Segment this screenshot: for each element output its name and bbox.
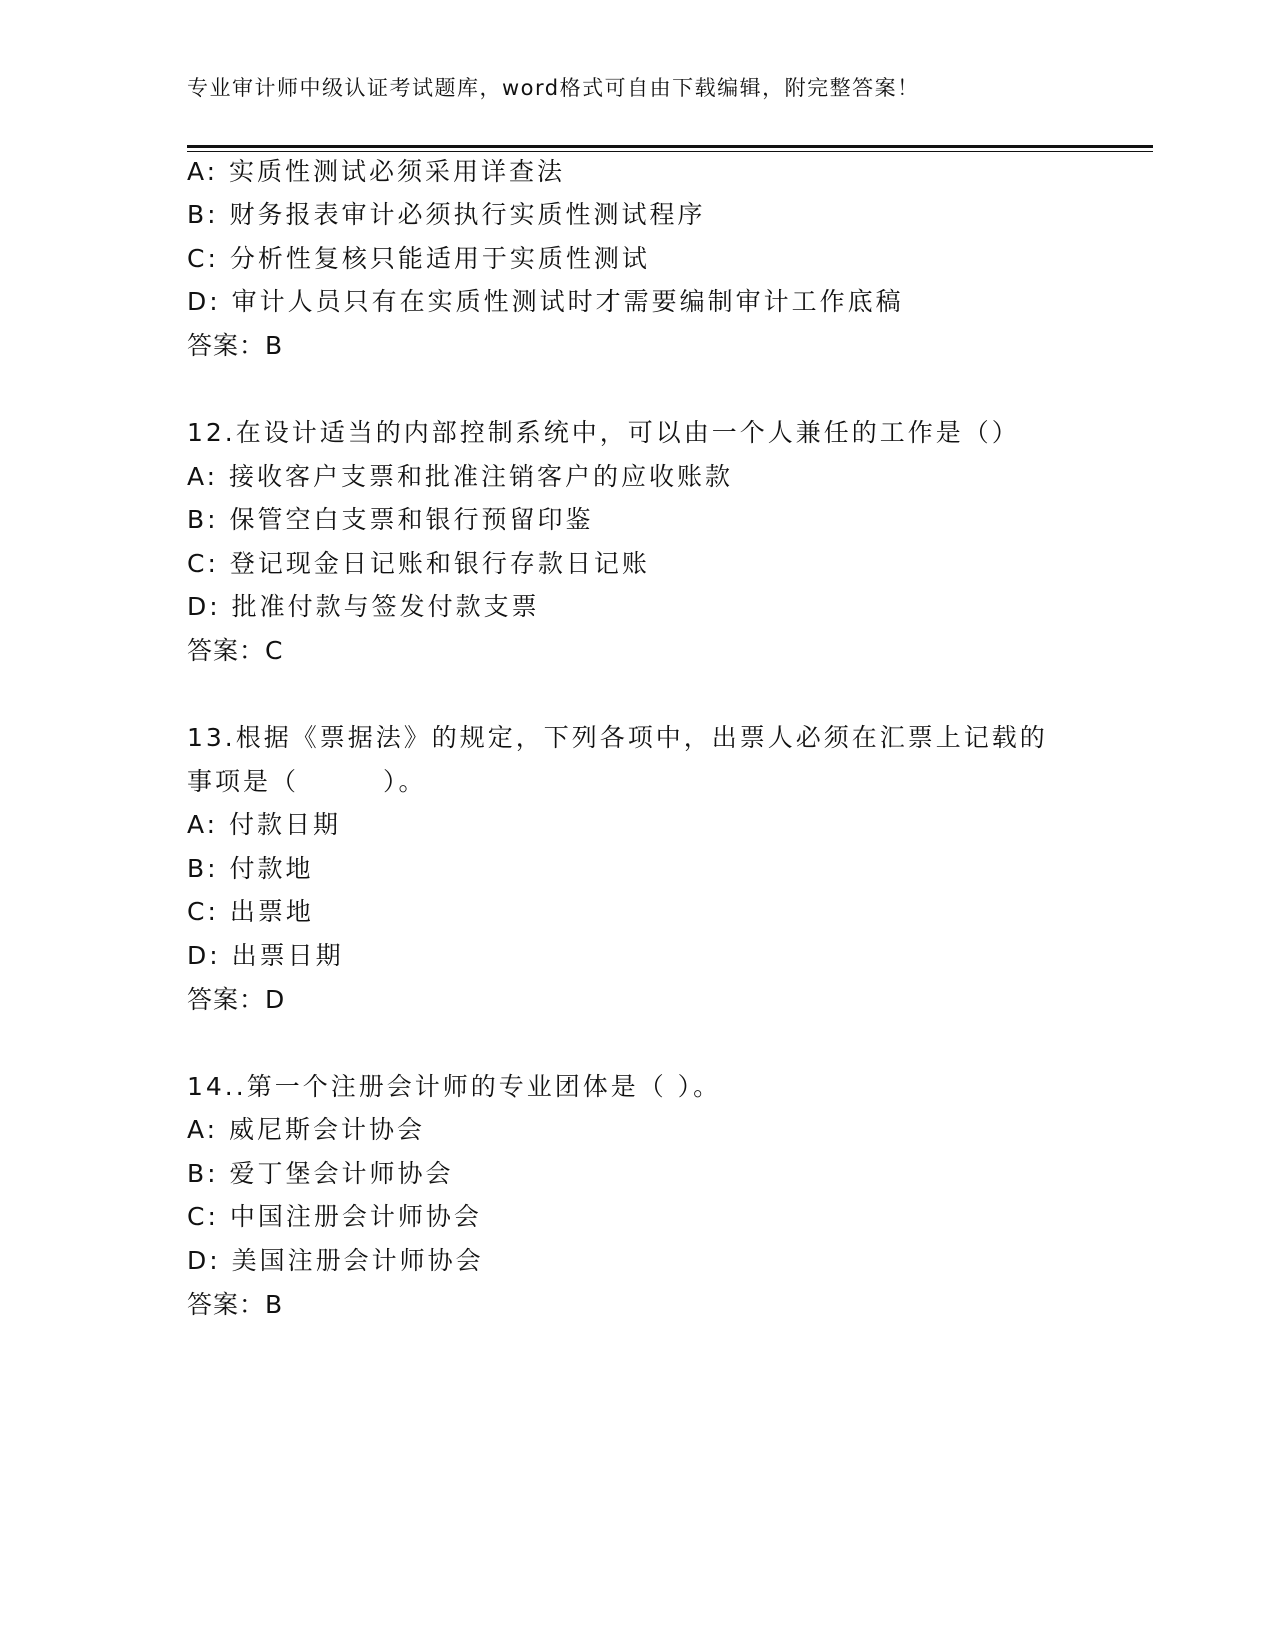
q13-stem-line2: 事项是（ ）。 xyxy=(187,767,427,796)
q14-stem: 14..第一个注册会计师的专业团体是（ ）。 xyxy=(187,1072,722,1101)
q13-answer: 答案：D xyxy=(187,985,286,1014)
q13-option-c: C: 出票地 xyxy=(187,897,314,926)
q12-answer: 答案：C xyxy=(187,636,284,665)
q12-option-c: C: 登记现金日记账和银行存款日记账 xyxy=(187,549,650,578)
q11-option-d: D: 审计人员只有在实质性测试时才需要编制审计工作底稿 xyxy=(187,287,904,316)
q13-option-b: B: 付款地 xyxy=(187,854,314,883)
page-header: 专业审计师中级认证考试题库，word格式可自由下载编辑，附完整答案！ xyxy=(187,76,920,100)
q14-option-d: D: 美国注册会计师协会 xyxy=(187,1246,484,1275)
q11-option-a: A: 实质性测试必须采用详查法 xyxy=(187,157,566,186)
q14-answer: 答案：B xyxy=(187,1290,284,1319)
q11-option-c: C: 分析性复核只能适用于实质性测试 xyxy=(187,244,650,273)
q12-option-a: A: 接收客户支票和批准注销客户的应收账款 xyxy=(187,462,734,491)
q13-stem-line1: 13.根据《票据法》的规定，下列各项中，出票人必须在汇票上记载的 xyxy=(187,723,1048,752)
header-rule-thick xyxy=(187,145,1153,148)
q11-option-b: B: 财务报表审计必须执行实质性测试程序 xyxy=(187,200,706,229)
q12-option-d: D: 批准付款与签发付款支票 xyxy=(187,592,540,621)
q11-answer: 答案：B xyxy=(187,331,284,360)
q12-option-b: B: 保管空白支票和银行预留印鉴 xyxy=(187,505,594,534)
q13-option-a: A: 付款日期 xyxy=(187,810,342,839)
q14-option-b: B: 爱丁堡会计师协会 xyxy=(187,1159,454,1188)
header-rule-thin xyxy=(187,151,1153,152)
q14-option-a: A: 威尼斯会计协会 xyxy=(187,1115,426,1144)
q12-stem: 12.在设计适当的内部控制系统中，可以由一个人兼任的工作是（） xyxy=(187,418,1020,447)
q14-option-c: C: 中国注册会计师协会 xyxy=(187,1202,482,1231)
q13-option-d: D: 出票日期 xyxy=(187,941,344,970)
